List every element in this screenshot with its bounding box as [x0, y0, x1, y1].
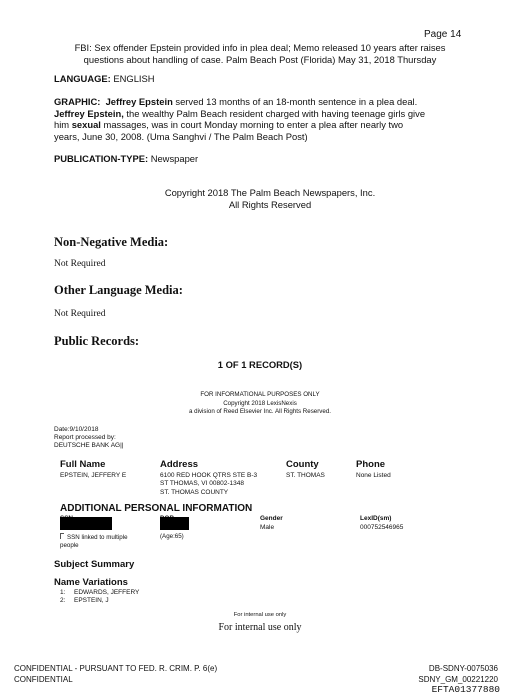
additional-info-heading: ADDITIONAL PERSONAL INFORMATION [60, 503, 253, 514]
graphic-label: GRAPHIC: [54, 96, 101, 107]
address-line-3: ST. THOMAS COUNTY [160, 488, 229, 496]
footer-confidential-rule: CONFIDENTIAL - PURSUANT TO FED. R. CRIM. P. 6(e) [14, 664, 218, 673]
pubtype-label: PUBLICATION-TYPE: [54, 153, 149, 164]
record-address [160, 472, 257, 497]
lexid-value: 000752546965 [360, 524, 404, 531]
internal-use-large: For internal use only [218, 622, 302, 633]
copyright-block [90, 187, 450, 211]
language-value: ENGLISH [113, 73, 155, 84]
copyright-line-1: Copyright 2018 The Palm Beach Newspapers, Inc. [164, 187, 376, 198]
non-negative-media-value: Not Required [54, 259, 106, 269]
ssn-note [60, 533, 128, 550]
pubtype-value: Newspaper [150, 153, 199, 164]
variation-name: EDWARDS, JEFFERY [74, 589, 140, 596]
headline-line-2: questions about handling of case. Palm Beach Post (Florida) May 31, 2018 Thursday [83, 54, 437, 65]
info-line-1: FOR INFORMATIONAL PURPOSES ONLY [200, 391, 320, 398]
report-block [54, 426, 123, 450]
age-value: (Age:65) [160, 533, 184, 540]
ssn-note-line-1: SSN linked to multiple [67, 534, 128, 541]
record-county: ST. THOMAS [286, 472, 325, 479]
header-county: County [286, 459, 319, 470]
list-item [60, 597, 139, 605]
header-phone: Phone [356, 459, 386, 470]
info-line-2: Copyright 2018 LexisNexis [223, 399, 297, 407]
subject-summary-heading: Subject Summary [54, 559, 135, 570]
lexid-label: LexID(sm) [360, 515, 392, 522]
record-phone: None Listed [356, 472, 391, 479]
graphic-text-1: served 13 months of an 18-month sentence in a plea deal. [172, 96, 418, 107]
ssn-note-line-2: people [60, 542, 79, 549]
list-item [60, 589, 139, 597]
dob-redaction [160, 517, 189, 530]
headline [40, 42, 480, 66]
gender-label: Gender [260, 515, 283, 522]
address-line-1: 6100 RED HOOK QTRS STE B-3 [160, 472, 258, 479]
footer-left [14, 663, 217, 685]
graphic-text-3b: massages, was in court Monday morning to enter a plea after nearly two [100, 119, 404, 130]
header-address: Address [160, 459, 199, 470]
address-line-2: ST THOMAS, VI 00802-1348 [160, 480, 244, 488]
copyright-line-2: All Rights Reserved [228, 199, 312, 210]
footer-bates-1: DB-SDNY-0075036 [428, 664, 498, 673]
info-line-3: a division of Reed Elsevier Inc. All Rights Reserved. [188, 408, 332, 415]
graphic-text-3a: him [54, 119, 72, 130]
headline-line-1: FBI: Sex offender Epstein provided info in plea deal; Memo released 10 years after raises [74, 42, 446, 53]
internal-use-small: For internal use only [233, 612, 287, 618]
name-variations-list [60, 589, 139, 606]
report-bank: DEUTSCHE BANK AG|| [54, 442, 124, 449]
report-processed-by: Report processed by: [54, 434, 116, 441]
variation-name: EPSTEIN, J [74, 597, 109, 605]
graphic-text-4: years, June 30, 2008. (Uma Sanghvi / The Palm Beach Post) [54, 130, 308, 142]
gender-value: Male [260, 524, 275, 531]
variation-number: 2: [60, 597, 66, 605]
language-row [54, 73, 155, 84]
footer-confidential: CONFIDENTIAL [14, 675, 73, 684]
pubtype-row [54, 153, 198, 164]
graphic-text-2: the wealthy Palm Beach resident charged with having teenage girls give [123, 107, 426, 119]
non-negative-media-heading: Non-Negative Media: [54, 235, 169, 249]
ssn-note-marker-icon [60, 533, 64, 539]
record-full-name: EPSTEIN, JEFFERY E [60, 472, 127, 479]
name-variations-heading: Name Variations [54, 577, 128, 588]
graphic-name-2: Jeffrey Epstein, [54, 107, 124, 119]
page-number: Page 14 [424, 29, 462, 40]
header-full-name: Full Name [60, 459, 106, 470]
other-language-media-heading: Other Language Media: [54, 283, 183, 297]
other-language-media-value: Not Required [54, 309, 106, 319]
graphic-name-1: Jeffrey Epstein [105, 96, 173, 107]
public-records-heading: Public Records: [54, 334, 140, 348]
footer-right [418, 663, 498, 685]
footer-bates-2: SDNY_GM_00221220 [418, 675, 498, 684]
info-block [140, 391, 380, 417]
records-count: 1 OF 1 RECORD(S) [217, 359, 303, 370]
language-label: LANGUAGE: [54, 73, 111, 84]
ssn-redaction [60, 517, 112, 530]
graphic-bold-3: sexual [71, 119, 101, 130]
variation-number: 1: [60, 589, 66, 596]
footer-efta-id: EFTA01377880 [431, 684, 500, 695]
graphic-paragraph [54, 96, 494, 142]
report-date: Date:9/10/2018 [54, 426, 99, 433]
